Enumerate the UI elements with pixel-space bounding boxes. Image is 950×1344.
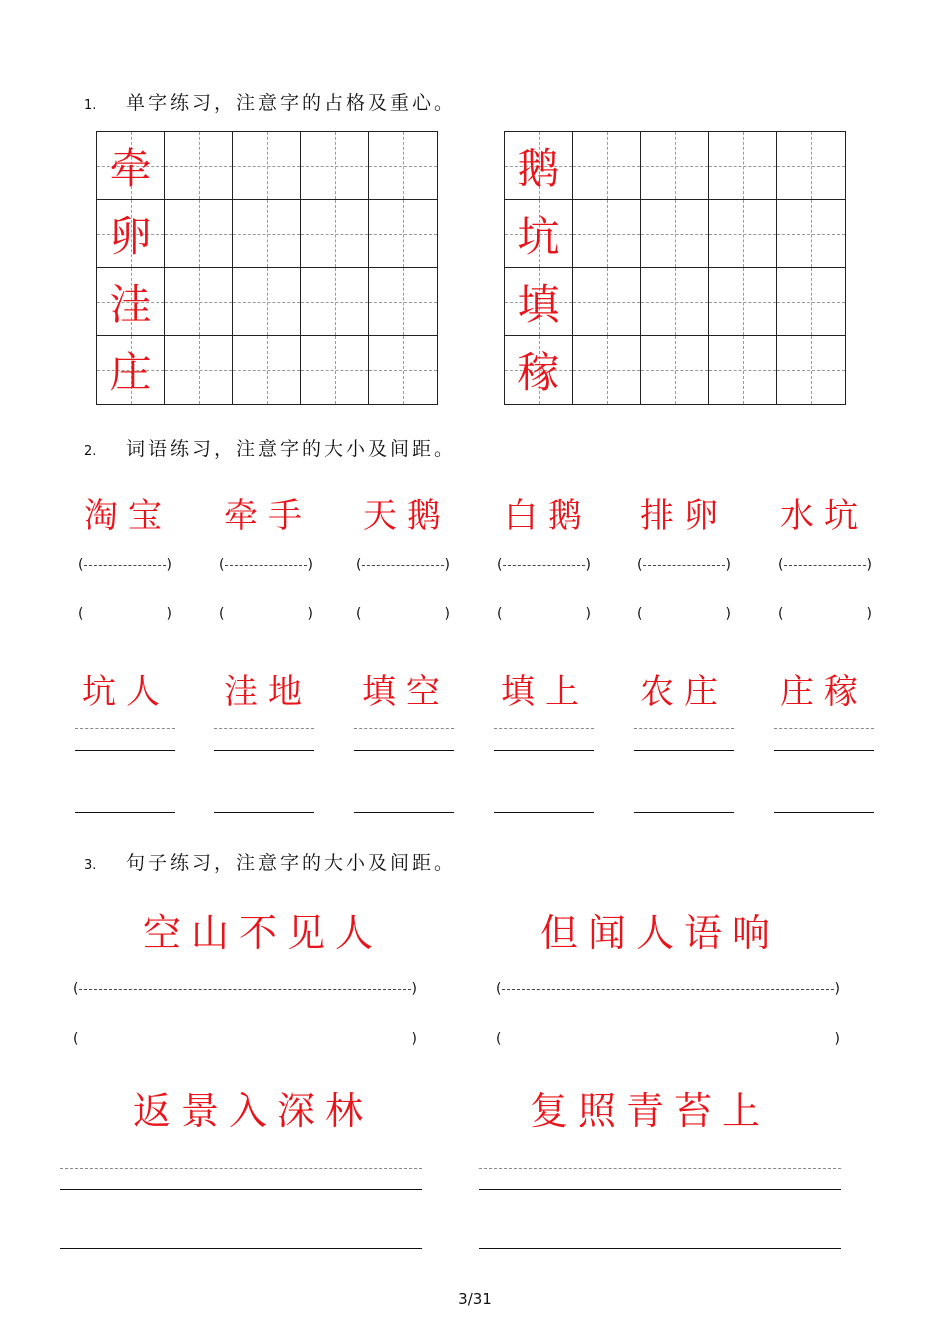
- grid-cell[interactable]: [777, 268, 845, 336]
- grid-cell: [505, 336, 573, 404]
- grid-cell[interactable]: [301, 268, 369, 336]
- section-1-heading: [84, 88, 456, 115]
- grid-cell[interactable]: [369, 132, 437, 200]
- grid-cell[interactable]: [165, 132, 233, 200]
- writing-line[interactable]: [60, 1248, 422, 1249]
- model-character: 鹅: [517, 143, 560, 193]
- word-row2-4: 填上: [501, 672, 589, 712]
- grid-cell[interactable]: [709, 336, 777, 404]
- grid-cell[interactable]: [641, 268, 709, 336]
- grid-cell[interactable]: [709, 268, 777, 336]
- section-3-number: 3.: [84, 858, 97, 873]
- writing-line[interactable]: [214, 812, 314, 813]
- grid-cell[interactable]: [165, 200, 233, 268]
- word-row2-1: 坑人: [82, 672, 170, 712]
- word-row2-6: 庄稼: [780, 672, 868, 712]
- model-character: 牵: [109, 143, 152, 193]
- writing-line[interactable]: [774, 812, 874, 813]
- section-1-title: 单字练习，注意字的占格及重心。: [126, 92, 457, 114]
- writing-line[interactable]: [354, 812, 454, 813]
- answer-paren-r1a-1[interactable]: ( ): [78, 557, 172, 573]
- grid-cell[interactable]: [233, 200, 301, 268]
- grid-cell[interactable]: [709, 200, 777, 268]
- grid-cell[interactable]: [233, 132, 301, 200]
- grid-cell[interactable]: [641, 200, 709, 268]
- answer-paren-s1a[interactable]: ( ): [73, 981, 417, 997]
- word-row1-3: 天鹅: [363, 496, 451, 536]
- character-grid-left: [96, 131, 438, 405]
- model-character: 坑: [517, 211, 560, 261]
- writing-dash-line: [479, 1168, 841, 1169]
- grid-cell: [97, 336, 165, 404]
- grid-cell[interactable]: [777, 132, 845, 200]
- answer-paren-r1b-5[interactable]: ( ): [637, 606, 731, 622]
- grid-cell[interactable]: [301, 336, 369, 404]
- section-3-title: 句子练习，注意字的大小及间距。: [126, 852, 457, 874]
- grid-cell: [97, 200, 165, 268]
- sentence-3: 返景入深林: [133, 1089, 374, 1133]
- writing-line[interactable]: [214, 750, 314, 751]
- word-row1-6: 水坑: [780, 496, 868, 536]
- word-row1-2: 牵手: [224, 496, 312, 536]
- answer-paren-r1b-1[interactable]: ( ): [78, 606, 172, 622]
- writing-dash-line: [354, 728, 454, 729]
- word-row1-4: 白鹅: [504, 496, 592, 536]
- section-2-heading: [84, 434, 456, 461]
- writing-line[interactable]: [354, 750, 454, 751]
- writing-line[interactable]: [634, 750, 734, 751]
- writing-line[interactable]: [60, 1189, 422, 1190]
- writing-line[interactable]: [774, 750, 874, 751]
- grid-cell[interactable]: [777, 336, 845, 404]
- writing-line[interactable]: [479, 1248, 841, 1249]
- grid-cell[interactable]: [301, 200, 369, 268]
- model-character: 填: [517, 279, 560, 329]
- writing-dash-line: [214, 728, 314, 729]
- model-character: 卵: [109, 211, 152, 261]
- writing-line[interactable]: [75, 750, 175, 751]
- grid-cell[interactable]: [709, 132, 777, 200]
- section-1-number: 1.: [84, 98, 97, 113]
- section-2-title: 词语练习，注意字的大小及间距。: [126, 438, 457, 460]
- grid-cell[interactable]: [369, 200, 437, 268]
- sentence-4: 复照青苔上: [530, 1089, 771, 1133]
- answer-paren-r1b-6[interactable]: ( ): [778, 606, 872, 622]
- answer-paren-r1a-2[interactable]: ( ): [219, 557, 313, 573]
- grid-cell[interactable]: [573, 268, 641, 336]
- grid-cell[interactable]: [573, 200, 641, 268]
- writing-dash-line: [634, 728, 734, 729]
- grid-cell[interactable]: [369, 268, 437, 336]
- sentence-2: 但闻人语响: [540, 911, 781, 955]
- model-character: 洼: [109, 279, 152, 329]
- answer-paren-s2a[interactable]: ( ): [496, 981, 840, 997]
- grid-cell[interactable]: [573, 336, 641, 404]
- section-3-heading: [84, 848, 456, 875]
- writing-line[interactable]: [75, 812, 175, 813]
- grid-cell[interactable]: [233, 268, 301, 336]
- writing-line[interactable]: [479, 1189, 841, 1190]
- grid-cell: [505, 268, 573, 336]
- grid-cell[interactable]: [641, 336, 709, 404]
- word-row1-5: 排卵: [640, 496, 728, 536]
- answer-paren-r1b-3[interactable]: ( ): [356, 606, 450, 622]
- writing-dash-line: [75, 728, 175, 729]
- grid-cell[interactable]: [165, 336, 233, 404]
- grid-cell[interactable]: [301, 132, 369, 200]
- writing-dash-line: [494, 728, 594, 729]
- model-character: 庄: [109, 348, 152, 397]
- grid-cell[interactable]: [233, 336, 301, 404]
- word-row2-3: 填空: [362, 672, 450, 712]
- grid-cell[interactable]: [369, 336, 437, 404]
- grid-cell: [97, 268, 165, 336]
- grid-cell: [505, 132, 573, 200]
- writing-line[interactable]: [494, 750, 594, 751]
- grid-cell[interactable]: [165, 268, 233, 336]
- grid-cell: [505, 200, 573, 268]
- section-2-number: 2.: [84, 444, 97, 459]
- writing-line[interactable]: [494, 812, 594, 813]
- word-row2-2: 洼地: [224, 672, 312, 712]
- sentence-1: 空山不见人: [143, 911, 384, 955]
- word-row1-1: 淘宝: [84, 496, 172, 536]
- answer-paren-r1a-4[interactable]: ( ): [497, 557, 591, 573]
- writing-dash-line: [60, 1168, 422, 1169]
- word-row2-5: 农庄: [640, 672, 728, 712]
- answer-paren-r1b-4[interactable]: ( ): [497, 606, 591, 622]
- answer-paren-r1a-3[interactable]: ( ): [356, 557, 450, 573]
- grid-cell[interactable]: [777, 200, 845, 268]
- writing-dash-line: [774, 728, 874, 729]
- page-number: 3/31: [458, 1290, 492, 1308]
- answer-paren-r1b-2[interactable]: ( ): [219, 606, 313, 622]
- writing-line[interactable]: [634, 812, 734, 813]
- character-grid-right: [504, 131, 846, 405]
- answer-paren-s2b[interactable]: ( ): [496, 1031, 840, 1047]
- grid-cell: [97, 132, 165, 200]
- grid-cell[interactable]: [641, 132, 709, 200]
- model-character: 稼: [517, 348, 560, 397]
- grid-cell[interactable]: [573, 132, 641, 200]
- answer-paren-r1a-5[interactable]: ( ): [637, 557, 731, 573]
- answer-paren-s1b[interactable]: ( ): [73, 1031, 417, 1047]
- answer-paren-r1a-6[interactable]: ( ): [778, 557, 872, 573]
